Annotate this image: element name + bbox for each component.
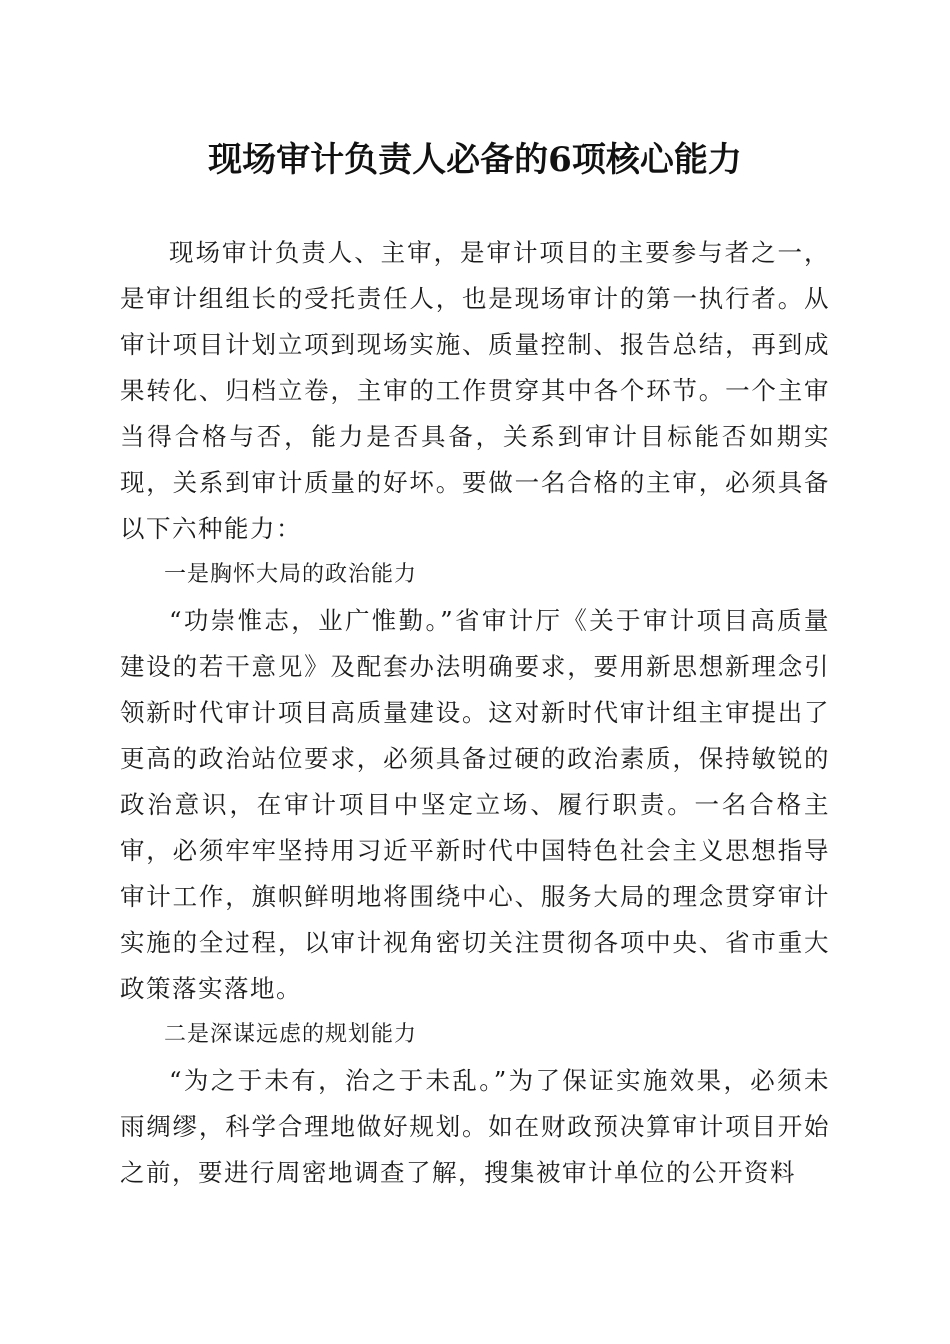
document-title: 现场审计负责人必备的6项核心能力 [208,140,742,180]
document-body [120,230,830,1196]
section-heading-2: 二是深谋远虑的规划能力 [164,1022,418,1047]
section-1-paragraph: “功崇惟志，业广惟勤。”省审计厅《关于审计项目高质量建设的若干意见》及配套办法明确要求，要用新思想新理念引领新时代审计项目高质量建设。这对新时代审计组主审提出了更高的政治站位要求，必须具备过硬的政治素质，保持敏锐的政治意识，在审计项目中坚定立场、履行职责。一名合格主审，必须牢牢坚持用习近平新时代中国特色社会主义思想指导审计工作，旗帜鲜明地将围绕中心、服务大局的理念贯穿审计实施的全过程，以审计视角密切关注贯彻各项中央、省市重大政策落实落地。 [120,606,830,1003]
section-2-paragraph: “为之于未有，治之于未乱。”为了保证实施效果，必须未雨绸缪，科学合理地做好规划。如在财政预决算审计项目开始之前，要进行周密地调查了解，搜集被审计单位的公开资料 [120,1066,830,1187]
intro-paragraph: 现场审计负责人、主审，是审计项目的主要参与者之一，是审计组组长的受托责任人，也是现场审计的第一执行者。从审计项目计划立项到现场实施、质量控制、报告总结，再到成果转化、归档立卷，主审的工作贯穿其中各个环节。一个主审当得合格与否，能力是否具备，关系到审计目标能否如期实现，关系到审计质量的好坏。要做一名合格的主审，必须具备以下六种能力： [120,238,830,543]
section-heading-1: 一是胸怀大局的政治能力 [164,562,418,587]
